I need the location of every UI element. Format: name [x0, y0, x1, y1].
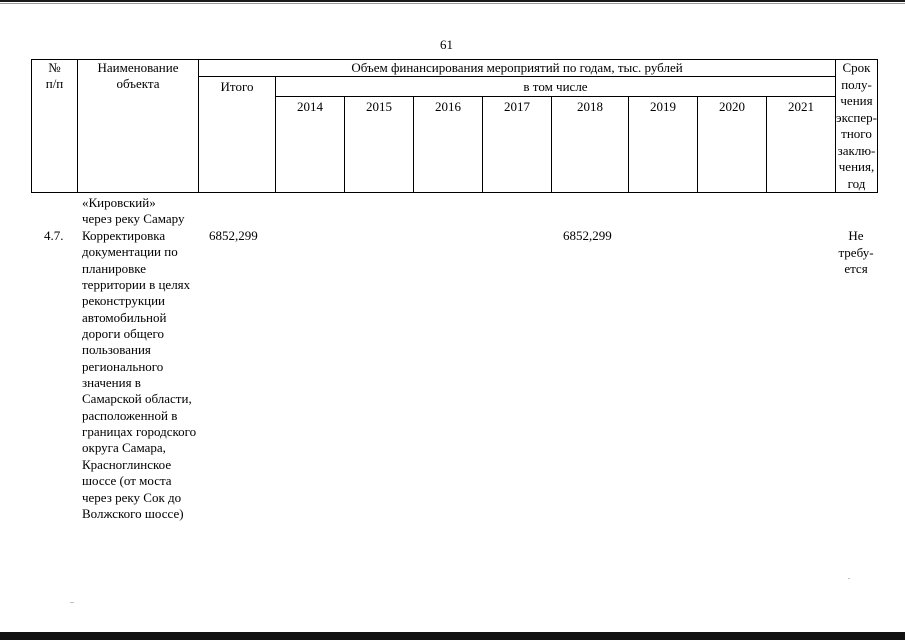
header-year-2016: 2016 [414, 97, 483, 193]
header-financing: Объем финансирования мероприятий по годам, тыс. рублей [199, 60, 836, 77]
table-header [31, 59, 878, 193]
row-value-2018: 6852,299 [563, 228, 612, 243]
header-total: Итого [199, 77, 276, 193]
row-deadline-line1: Не [848, 228, 864, 243]
scan-edge-top-line [0, 3, 905, 4]
header-year-2021: 2021 [767, 97, 836, 193]
header-year-2019: 2019 [629, 97, 698, 193]
scan-speck [848, 578, 850, 579]
row-total: 6852,299 [209, 228, 258, 243]
row-name [82, 228, 200, 522]
row-name-text: Корректировка документации по планировке территории в целях реконструкции автомобильной дороги общего пользования регионального значения в Самарской области, расположенной в границах городского округа Самара, Красноглинское шоссе (от моста через реку Сок до Волжского шоссе) [82, 228, 197, 521]
row-number: 4.7. [44, 228, 64, 243]
header-year-2015: 2015 [345, 97, 414, 193]
header-deadline: Срок полу- чения экспер- тного заклю- чения, год [836, 60, 877, 191]
scan-edge-top [0, 0, 905, 2]
scan-edge-bottom [0, 632, 905, 640]
header-year-2017: 2017 [483, 97, 552, 193]
header-num: № п/п [32, 60, 78, 193]
header-year-2014: 2014 [276, 97, 345, 193]
scan-speck [70, 602, 74, 603]
continued-name: «Кировский» через реку Самару [82, 195, 185, 227]
header-name: Наименование объекта [78, 60, 199, 193]
row-deadline-line2: требу- [838, 244, 874, 260]
row-deadline-line3: ется [844, 261, 868, 276]
page-number: 61 [440, 37, 453, 52]
header-year-2020: 2020 [698, 97, 767, 193]
row-deadline [835, 228, 877, 278]
header-including: в том числе [276, 77, 836, 97]
header-year-2018: 2018 [552, 97, 629, 193]
